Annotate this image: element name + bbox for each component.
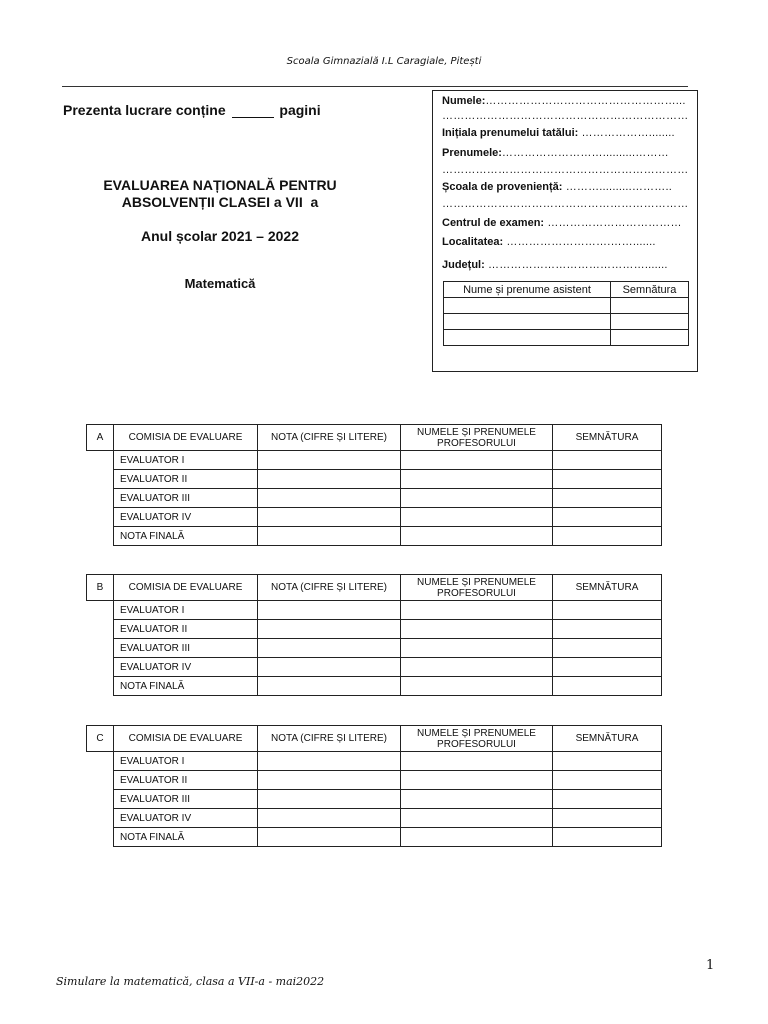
candidate-field-0[interactable] <box>442 95 690 107</box>
signature-cell[interactable] <box>553 489 662 508</box>
assistant-name-header: Nume și prenume asistent <box>444 282 611 298</box>
evaluator-label: EVALUATOR IV <box>114 658 258 677</box>
candidate-field-label: Prenumele: <box>442 147 502 159</box>
signature-cell[interactable] <box>553 470 662 489</box>
teacher-name-cell[interactable] <box>401 470 553 489</box>
evaluator-label: EVALUATOR II <box>114 771 258 790</box>
evaluation-row <box>87 620 662 639</box>
candidate-field-9[interactable] <box>442 259 690 271</box>
teacher-name-cell[interactable] <box>401 677 553 696</box>
evaluation-row <box>87 470 662 489</box>
assistant-signature-header: Semnătura <box>611 282 689 298</box>
evaluation-row <box>87 489 662 508</box>
signature-cell[interactable] <box>553 508 662 527</box>
teacher-name-cell[interactable] <box>401 828 553 847</box>
evaluation-row-spacer <box>87 470 114 489</box>
signature-header: SEMNĂTURA <box>553 425 662 451</box>
exam-year: Anul școlar 2021 – 2022 <box>141 228 299 244</box>
grade-cell[interactable] <box>258 658 401 677</box>
evaluation-row-spacer <box>87 601 114 620</box>
candidate-field-label: Centrul de examen: <box>442 217 545 229</box>
grade-cell[interactable] <box>258 828 401 847</box>
candidate-field-2[interactable] <box>442 127 690 139</box>
evaluator-label: EVALUATOR II <box>114 470 258 489</box>
candidate-field-3[interactable] <box>442 147 690 159</box>
evaluation-row-spacer <box>87 771 114 790</box>
grade-header: NOTA (CIFRE ȘI LITERE) <box>258 726 401 752</box>
evaluation-row <box>87 677 662 696</box>
evaluator-label: NOTA FINALĂ <box>114 828 258 847</box>
evaluation-row-spacer <box>87 752 114 771</box>
evaluation-table-letter: A <box>87 425 114 451</box>
evaluation-row <box>87 508 662 527</box>
signature-header: SEMNĂTURA <box>553 726 662 752</box>
assistant-name-cell[interactable] <box>444 298 611 314</box>
signature-cell[interactable] <box>553 601 662 620</box>
evaluator-label: NOTA FINALĂ <box>114 527 258 546</box>
candidate-field-dots: ………………………..........……… <box>501 147 669 159</box>
assistant-table <box>443 281 689 346</box>
signature-cell[interactable] <box>553 658 662 677</box>
evaluator-label: EVALUATOR IV <box>114 809 258 828</box>
exam-title <box>80 177 360 211</box>
evaluator-label: EVALUATOR I <box>114 451 258 470</box>
evaluator-label: NOTA FINALĂ <box>114 677 258 696</box>
grade-cell[interactable] <box>258 451 401 470</box>
candidate-field-dots: ……………………….……....... <box>503 236 656 248</box>
assistant-row <box>444 330 689 346</box>
grade-header: NOTA (CIFRE ȘI LITERE) <box>258 575 401 601</box>
teacher-name-cell[interactable] <box>401 658 553 677</box>
grade-cell[interactable] <box>258 508 401 527</box>
school-header: Scoala Gimnazială I.L Caragiale, Pitești <box>286 56 482 67</box>
candidate-field-5[interactable] <box>442 181 690 193</box>
assistant-signature-cell[interactable] <box>611 298 689 314</box>
signature-cell[interactable] <box>553 771 662 790</box>
signature-cell[interactable] <box>553 677 662 696</box>
evaluation-row <box>87 790 662 809</box>
teacher-name-cell[interactable] <box>401 790 553 809</box>
candidate-field-label: Școala de proveniență: <box>442 181 563 193</box>
candidate-id-box <box>432 90 698 372</box>
candidate-field-4[interactable] <box>442 164 690 176</box>
teacher-name-cell[interactable] <box>401 639 553 658</box>
grade-cell[interactable] <box>258 752 401 771</box>
evaluator-label: EVALUATOR III <box>114 790 258 809</box>
grade-cell[interactable] <box>258 489 401 508</box>
candidate-field-dots: ………………………………………………………… <box>442 198 689 210</box>
candidate-field-dots: ………………………………………………………… <box>442 110 689 122</box>
teacher-name-cell[interactable] <box>401 508 553 527</box>
evaluation-row-spacer <box>87 489 114 508</box>
evaluation-row <box>87 451 662 470</box>
assistant-row <box>444 298 689 314</box>
grade-cell[interactable] <box>258 771 401 790</box>
exam-title-line1: EVALUAREA NAȚIONALĂ PENTRU <box>103 177 337 193</box>
footer-note: Simulare la matematică, clasa a VII-a - mai2022 <box>56 975 325 988</box>
teacher-name-cell[interactable] <box>401 527 553 546</box>
evaluation-row-spacer <box>87 809 114 828</box>
assistant-signature-cell[interactable] <box>611 314 689 330</box>
grade-cell[interactable] <box>258 639 401 658</box>
grade-cell[interactable] <box>258 790 401 809</box>
candidate-field-6[interactable] <box>442 198 690 210</box>
evaluation-row <box>87 828 662 847</box>
teacher-name-cell[interactable] <box>401 620 553 639</box>
grade-cell[interactable] <box>258 601 401 620</box>
evaluation-header-row <box>87 575 662 601</box>
assistant-name-cell[interactable] <box>444 330 611 346</box>
evaluation-row-spacer <box>87 658 114 677</box>
evaluator-label: EVALUATOR III <box>114 489 258 508</box>
page-count-blank <box>232 104 274 118</box>
signature-cell[interactable] <box>553 790 662 809</box>
evaluation-row-spacer <box>87 508 114 527</box>
evaluation-row-spacer <box>87 451 114 470</box>
candidate-field-dots: ………………........ <box>578 127 675 139</box>
commission-header: COMISIA DE EVALUARE <box>114 726 258 752</box>
candidate-field-1[interactable] <box>442 110 690 122</box>
evaluator-label: EVALUATOR IV <box>114 508 258 527</box>
evaluation-row-spacer <box>87 620 114 639</box>
evaluation-row <box>87 527 662 546</box>
grade-cell[interactable] <box>258 470 401 489</box>
evaluation-row <box>87 809 662 828</box>
teacher-name-cell[interactable] <box>401 601 553 620</box>
teacher-name-header: NUMELE ȘI PRENUMELE PROFESORULUI <box>401 726 553 752</box>
assistant-signature-cell[interactable] <box>611 330 689 346</box>
candidate-field-dots: ……………………………… <box>544 217 682 229</box>
commission-header: COMISIA DE EVALUARE <box>114 425 258 451</box>
candidate-field-label: Județul: <box>442 259 485 271</box>
evaluation-row <box>87 601 662 620</box>
evaluator-label: EVALUATOR I <box>114 601 258 620</box>
page-count-prefix: Prezenta lucrare conține <box>63 102 226 118</box>
teacher-name-header: NUMELE ȘI PRENUMELE PROFESORULUI <box>401 425 553 451</box>
candidate-field-label: Localitatea: <box>442 236 504 248</box>
teacher-name-cell[interactable] <box>401 771 553 790</box>
evaluation-table-a <box>86 424 662 546</box>
grade-cell[interactable] <box>258 809 401 828</box>
assistant-row <box>444 314 689 330</box>
signature-cell[interactable] <box>553 809 662 828</box>
evaluation-row <box>87 639 662 658</box>
teacher-name-cell[interactable] <box>401 809 553 828</box>
evaluation-row <box>87 752 662 771</box>
candidate-field-dots: ……………………………………………... <box>485 95 686 107</box>
grade-cell[interactable] <box>258 677 401 696</box>
candidate-field-8[interactable] <box>442 236 690 248</box>
evaluation-row <box>87 771 662 790</box>
teacher-name-cell[interactable] <box>401 451 553 470</box>
evaluation-row-spacer <box>87 527 114 546</box>
commission-header: COMISIA DE EVALUARE <box>114 575 258 601</box>
grade-cell[interactable] <box>258 527 401 546</box>
evaluation-table-b <box>86 574 662 696</box>
evaluation-header-row <box>87 726 662 752</box>
evaluation-row-spacer <box>87 639 114 658</box>
evaluation-table-c <box>86 725 662 847</box>
teacher-name-cell[interactable] <box>401 752 553 771</box>
page-count-line <box>63 102 321 118</box>
candidate-field-7[interactable] <box>442 217 690 229</box>
signature-header: SEMNĂTURA <box>553 575 662 601</box>
grade-cell[interactable] <box>258 620 401 639</box>
assistant-name-cell[interactable] <box>444 314 611 330</box>
signature-cell[interactable] <box>553 752 662 771</box>
signature-cell[interactable] <box>553 527 662 546</box>
signature-cell[interactable] <box>553 828 662 847</box>
header-divider <box>62 86 688 87</box>
evaluator-label: EVALUATOR III <box>114 639 258 658</box>
signature-cell[interactable] <box>553 451 662 470</box>
evaluation-row-spacer <box>87 790 114 809</box>
evaluation-table-letter: C <box>87 726 114 752</box>
teacher-name-cell[interactable] <box>401 489 553 508</box>
teacher-name-header: NUMELE ȘI PRENUMELE PROFESORULUI <box>401 575 553 601</box>
evaluation-row <box>87 658 662 677</box>
exam-title-line2: ABSOLVENȚII CLASEI a VII a <box>121 194 319 210</box>
exam-subject: Matematică <box>184 276 256 291</box>
evaluation-header-row <box>87 425 662 451</box>
grade-header: NOTA (CIFRE ȘI LITERE) <box>258 425 401 451</box>
evaluator-label: EVALUATOR I <box>114 752 258 771</box>
evaluation-table-letter: B <box>87 575 114 601</box>
evaluator-label: EVALUATOR II <box>114 620 258 639</box>
candidate-field-label: Numele: <box>442 95 486 107</box>
evaluation-row-spacer <box>87 677 114 696</box>
evaluation-row-spacer <box>87 828 114 847</box>
signature-cell[interactable] <box>553 639 662 658</box>
page-number: 1 <box>706 958 715 973</box>
candidate-field-label: Inițiala prenumelui tatălui: <box>442 127 579 139</box>
page-count-suffix: pagini <box>279 102 321 118</box>
candidate-field-dots: ………..........……….. <box>562 181 672 193</box>
candidate-field-dots: ……………………………………....... <box>484 259 668 271</box>
signature-cell[interactable] <box>553 620 662 639</box>
candidate-field-dots: ………………………………………………………… <box>442 164 689 176</box>
